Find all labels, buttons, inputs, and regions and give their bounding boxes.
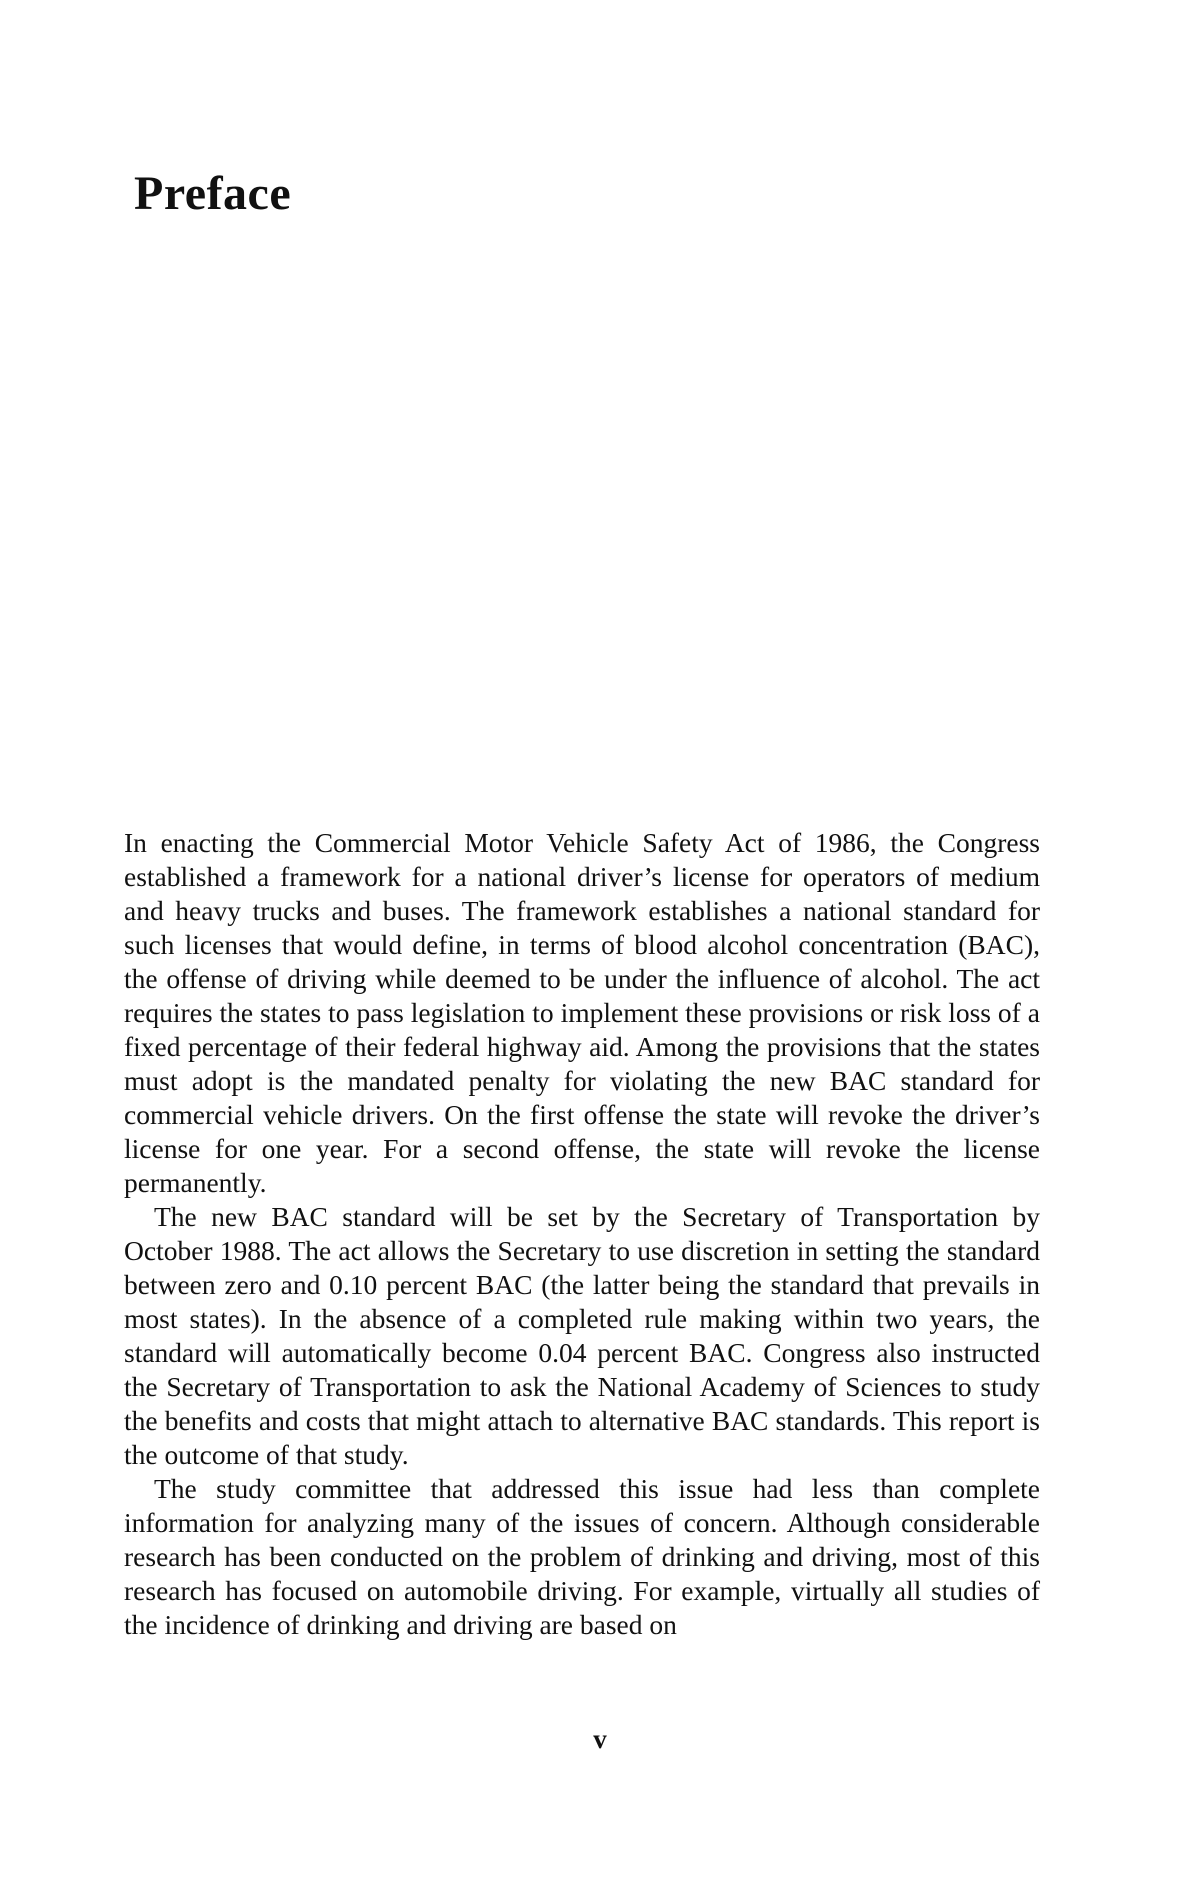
body-text [124, 826, 1040, 1642]
paragraph-1: In enacting the Commercial Motor Vehicle Safety Act of 1986, the Congress established a framework for a national driver’s license for operators of medium and heavy trucks and buses. The framework establishes a national standard for such licenses that would define, in terms of blood alcohol concentration (BAC), the offense of driving while deemed to be under the influence of alcohol. The act requires the states to pass legislation to implement these provisions or risk loss of a fixed percentage of their federal highway aid. Among the provisions that the states must adopt is the mandated penalty for violating the new BAC standard for commercial vehicle drivers. On the first offense the state will revoke the driver’s license for one year. For a second offense, the state will revoke the license permanently. [124, 827, 1040, 1198]
paragraph-2: The new BAC standard will be set by the Secretary of Transportation by October 1988. The act allows the Secretary to use discretion in setting the standard between zero and 0.10 percent BAC (the latter being the standard that prevails in most states). In the absence of a completed rule making within two years, the standard will automatically become 0.04 percent BAC. Congress also instructed the Secretary of Transportation to ask the National Academy of Sciences to study the benefits and costs that might attach to alternative BAC standards. This report is the outcome of that study. [124, 1201, 1040, 1470]
paragraph-3: The study committee that addressed this issue had less than complete information for analyzing many of the issues of concern. Although considerable research has been conducted on the problem of drinking and driving, most of this research has focused on automobile driving. For example, virtually all studies of the incidence of drinking and driving are based on [124, 1473, 1040, 1640]
page-number: v [593, 1724, 607, 1754]
page-title: Preface [134, 167, 292, 220]
